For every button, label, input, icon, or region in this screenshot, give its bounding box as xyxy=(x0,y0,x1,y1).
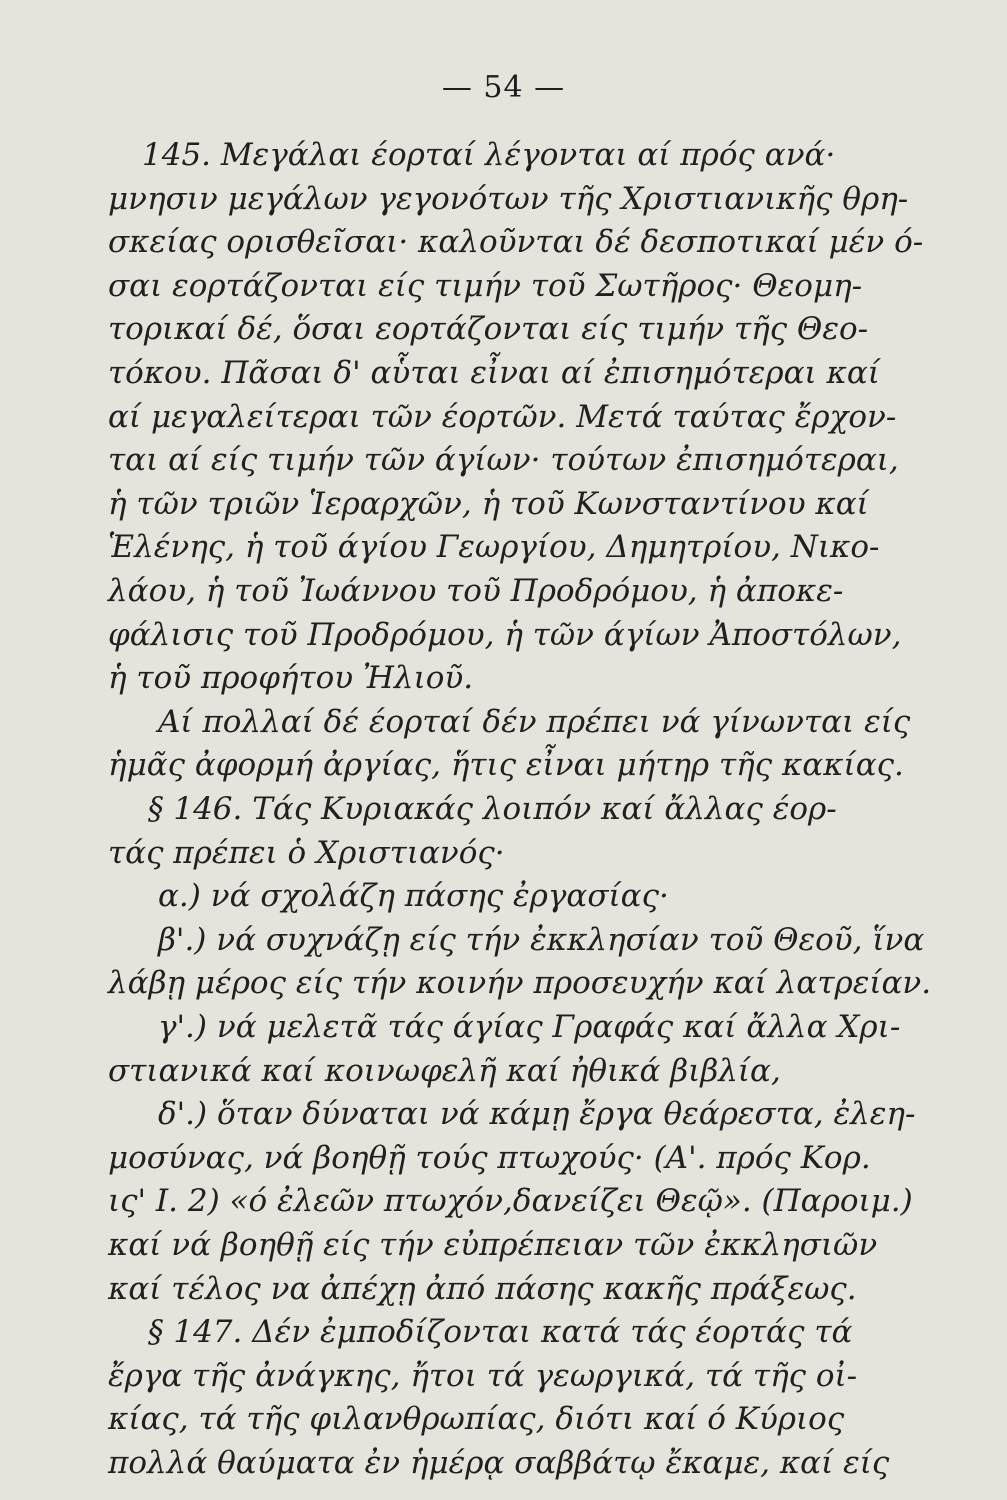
text-line: τορικαί δέ, ὅσαι εορτάζονται είς τιμήν τῆς Θεο- xyxy=(108,311,869,347)
text-line: σκείας ορισθεῖσαι· καλοῦνται δέ δεσποτικαί μέν ό- xyxy=(108,224,924,260)
text-line: μοσύνας, νά βοηθῇ τούς πτωχούς· (Α'. πρός Κορ. xyxy=(108,1140,871,1176)
text-line: καί τέλος να ἀπέχῃ ἀπό πάσης κακῆς πράξεως. xyxy=(108,1271,857,1307)
text-line: Ἑλένης, ἡ τοῦ άγίου Γεωργίου, Δημητρίου, Νικο- xyxy=(108,529,880,565)
text-line: φάλισις τοῦ Προδρόμου, ἡ τῶν άγίων Ἀποστόλων, xyxy=(108,617,902,653)
text-line: κίας, τά τῆς φιλανθρωπίας, διότι καί ό Κύριος xyxy=(108,1401,845,1437)
text-line: Αί πολλαί δέ έορταί δέν πρέπει νά γίνωνται είς xyxy=(158,704,911,740)
text-line: λάβῃ μέρος είς τήν κοινήν προσευχήν καί λατρείαν. xyxy=(108,965,932,1001)
text-line: β'.) νά συχνάζῃ είς τήν ἐκκλησίαν τοῦ Θεοῦ, ἵνα xyxy=(158,922,925,958)
text-line: τόκου. Πᾶσαι δ' αὗται εἶναι αί ἐπισημότεραι καί xyxy=(108,355,880,391)
text-line: γ'.) νά μελετᾶ τάς άγίας Γραφάς καί ἄλλα Χρι- xyxy=(158,1009,901,1045)
text-line: ἡ τῶν τριῶν Ἱεραρχῶν, ἡ τοῦ Κωνσταντίνου καί xyxy=(108,486,869,522)
text-line: ις' Ι. 2) «ό ἐλεῶν πτωχόν,δανείζει Θεῷ». (Παροιμ.) xyxy=(108,1183,913,1219)
text-line: ἡ τοῦ προφήτου Ἠλιοῦ. xyxy=(108,660,474,696)
text-line: λάου, ἡ τοῦ Ἰωάννου τοῦ Προδρόμου, ἡ ἀποκε- xyxy=(108,573,844,609)
text-line: § 146. Τάς Κυριακάς λοιπόν καί ἄλλας έορ- xyxy=(148,791,837,827)
text-line: α.) νά σχολάζη πάσης ἐργασίας· xyxy=(158,878,669,914)
page-number: — 54 — xyxy=(441,70,566,105)
text-line: τάς πρέπει ὁ Χριστιανός· xyxy=(108,835,505,871)
text-line: ἡμᾶς ἀφορμή ἀργίας, ἥτις εἶναι μήτηρ τῆς κακίας. xyxy=(108,747,904,783)
text-line: στιανικά καί κοινωφελῆ καί ἠθικά βιβλία, xyxy=(108,1053,781,1089)
text-line: § 147. Δέν ἐμποδίζονται κατά τάς έορτάς τά xyxy=(148,1314,853,1350)
text-line: ἔργα τῆς ἀνάγκης, ἤτοι τά γεωργικά, τά τῆς οἰ- xyxy=(108,1358,858,1394)
text-line: δ'.) ὅταν δύναται νά κάμῃ ἔργα θεάρεστα, ἐλεη- xyxy=(158,1096,916,1132)
text-line: σαι εορτάζονται είς τιμήν τοῦ Σωτῆρος· Θεομη- xyxy=(108,268,863,304)
text-line: πολλά θαύματα ἐν ἡμέρᾳ σαββάτῳ ἔκαμε, καί είς xyxy=(108,1445,890,1481)
text-line: 145. Μεγάλαι έορταί λέγονται αί πρός ανά· xyxy=(142,137,836,173)
text-line: μνησιν μεγάλων γεγονότων τῆς Χριστιανικῆς θρη- xyxy=(108,181,909,217)
text-line: ται αί είς τιμήν τῶν άγίων· τούτων ἐπισημότεραι, xyxy=(108,442,899,478)
text-line: αί μεγαλείτεραι τῶν έορτῶν. Μετά ταύτας ἔρχον- xyxy=(108,399,897,435)
text-line: καί νά βοηθῇ είς τήν εὐπρέπειαν τῶν ἐκκλησιῶν xyxy=(108,1227,878,1263)
